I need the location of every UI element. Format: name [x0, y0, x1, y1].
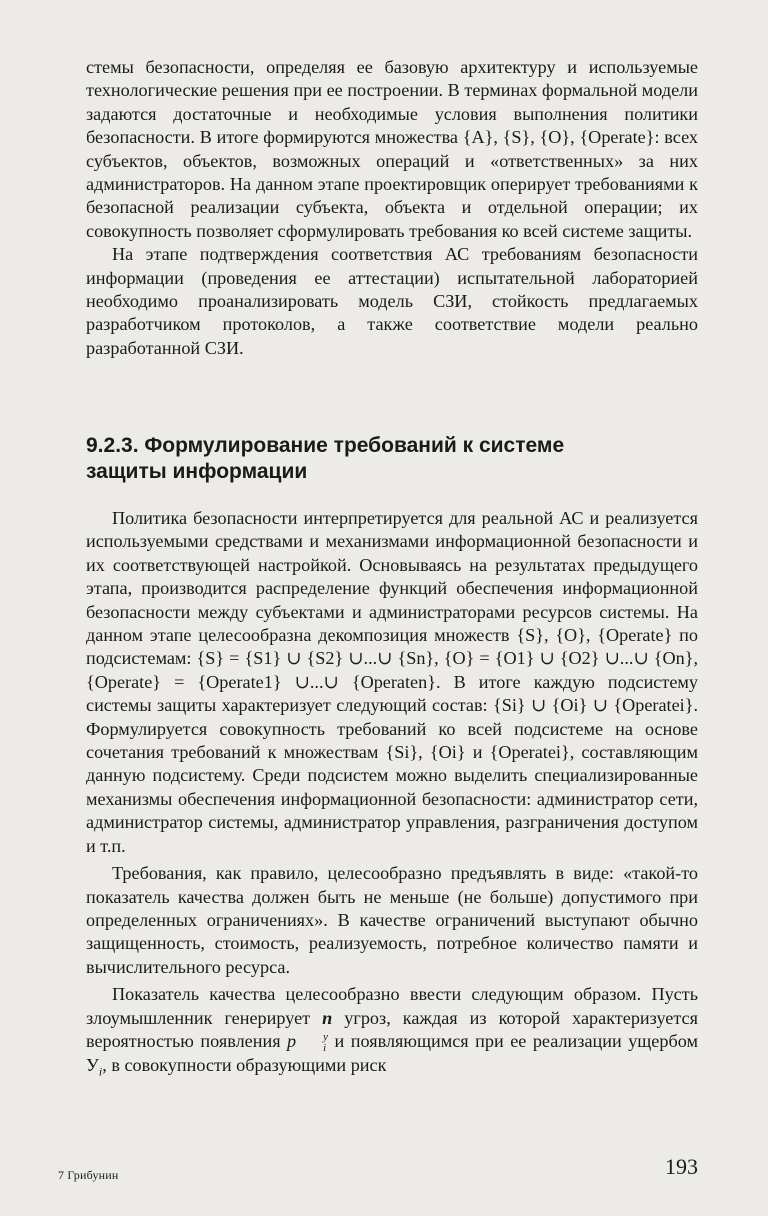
section-heading-line-2: защиты информации [86, 460, 308, 483]
var-p-subscript: i [323, 1041, 327, 1054]
paragraph-5-part-a: Показатель качества целесообразно ввести следующим образом. Пусть злоумышленник генерирует [86, 984, 698, 1028]
paragraph-2: На этапе подтверждения соответствия АС требованиям безопасности информации (проведения ее аттестации) испытательной лабораторией необходимо проанализировать модель СЗИ, стойкость предлагаемых разработчиком протоколов, а также соответствие модели реально разработанной СЗИ. [86, 244, 698, 358]
paragraph-5-part-b: угроз, каждая из которой характеризуется вероятностью появления [86, 1007, 698, 1051]
section-heading-line-1: 9.2.3. Формулирование требований к системе [86, 434, 565, 457]
paragraph-5-part-c: и появляющимся при ее реализации ущербом У [86, 1030, 698, 1075]
text-block-bottom [86, 507, 698, 1084]
paragraph-5-part-d: , в совокупности образующими риск [102, 1054, 387, 1075]
page-number: 193 [665, 1154, 698, 1179]
paragraph-4: Требования, как правило, целесообразно предъявлять в виде: «такой-то показатель качества должен быть не меньше (не больше) допустимого при определенных ограничениях». В качестве ограничений выступают обычно защищенность, стоимость, реализуемость, потребное количество памяти и вычислительного ресурса. [86, 863, 698, 977]
var-p [287, 1030, 329, 1054]
footer-signature: 7 Грибунин [58, 1168, 119, 1182]
paragraph-5 [86, 983, 698, 1084]
var-u-subscript: i [98, 1064, 103, 1079]
section-heading [86, 433, 698, 485]
text-block-top [86, 56, 698, 360]
paragraph-3: Политика безопасности интерпретируется для реальной АС и реализуется используемыми средствами и механизмами информационной безопасности и их соответствующей настройкой. Основываясь на результатах предыдущего этапа, производится распределение функций обеспечения информационной безопасности между субъектами и администраторами ресурсов системы. На данном этапе целесообразна декомпозиция множеств {S}, {O}, {Operate} по подсистемам: {S} = {S1} ∪ {S2} ∪...∪ {Sn}, {O} = {O1} ∪ {O2} ∪...∪ {On}, {Operate} = {Operate1} ∪...∪ {Operaten}. В итоге каждую подсистему системы защиты характеризует следующий состав: {Si} ∪ {Oi} ∪ {Operatei}. Формулируется совокупность требований ко всей подсистеме на основе сочетания требований к множествам {Si}, {Oi} и {Operatei}, составляющим данную подсистему. Среди подсистем можно выделить специализированные механизмы обеспечения информационной безопасности: администратор сети, администратор системы, администратор управления, разграничения доступом и т.п. [86, 508, 698, 856]
paragraph-1: стемы безопасности, определяя ее базовую архитектуру и используемые технологические решения при ее построении. В терминах формальной модели задаются достаточные и необходимые условия выполнения политики безопасности. В итоге формируются множества {A}, {S}, {O}, {Operate}: всех субъектов, объектов, возможных операций и «ответственных» за них администраторов. На данном этапе проектировщик оперирует требованиями к безопасной реализации субъекта, объекта и отдельной операции; их совокупность позволяет сформулировать требования ко всей системе защиты. [86, 57, 698, 241]
var-p-base: p [287, 1030, 297, 1051]
var-n: n [322, 1007, 333, 1028]
var-p-superscript: y [323, 1030, 329, 1043]
